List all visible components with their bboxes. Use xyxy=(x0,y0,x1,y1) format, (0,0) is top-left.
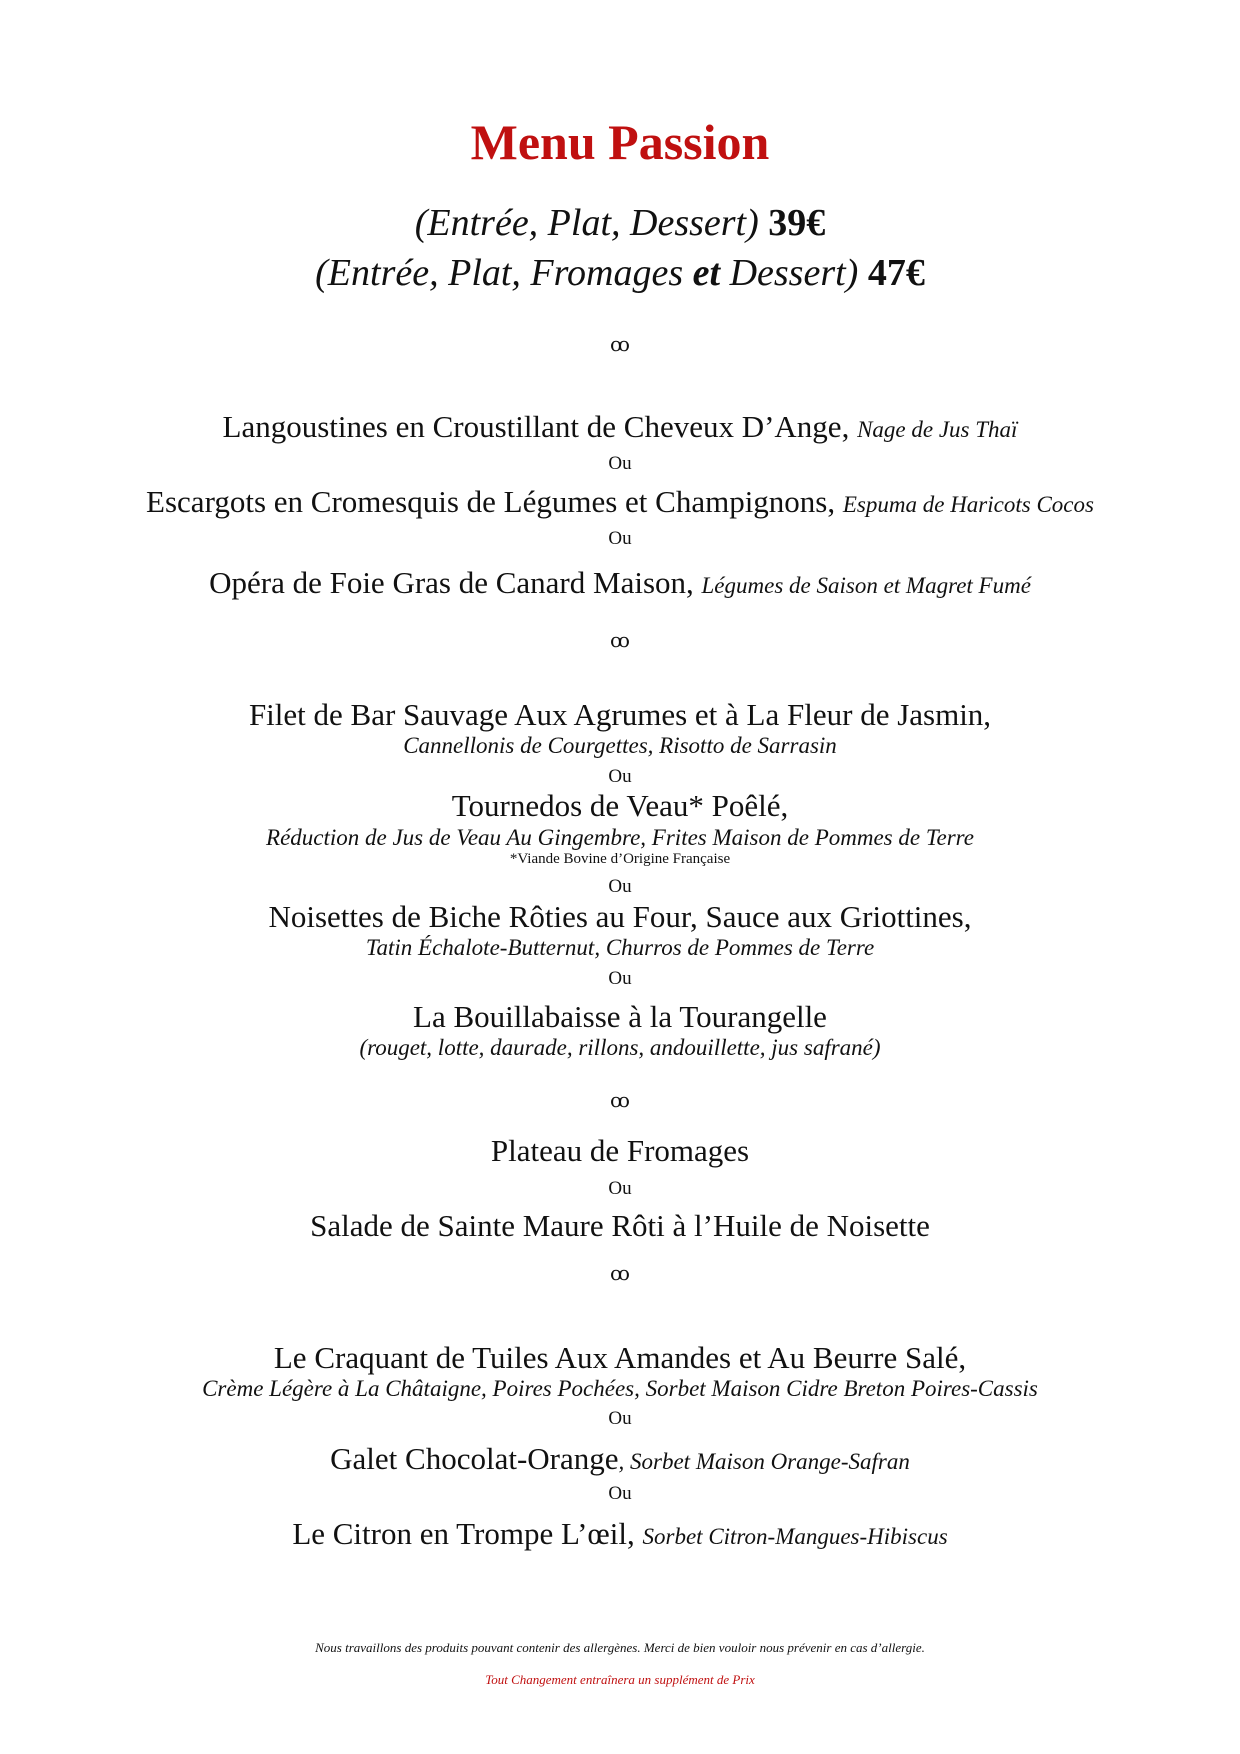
dish-detail: Tatin Échalote-Butternut, Churros de Pommes de Terre xyxy=(365,935,875,960)
formula-four-courses-price: 47€ xyxy=(867,252,925,294)
dish-name: Langoustines en Croustillant de Cheveux D’Ange, xyxy=(222,409,850,444)
origin-note: *Viande Bovine d’Origine Française xyxy=(509,851,731,867)
dish-detail: , Sorbet Maison Orange-Safran xyxy=(618,1449,910,1474)
fromage-item: Salade de Sainte Maure Rôti à l’Huile de Noisette xyxy=(310,1208,930,1243)
ornament-divider: ꝏ xyxy=(610,334,630,356)
dish-detail: Nage de Jus Thaï xyxy=(857,417,1018,442)
dish-name: Le Citron en Trompe L’œil, xyxy=(292,1516,635,1551)
or-separator: Ou xyxy=(608,453,632,474)
or-separator: Ou xyxy=(608,1483,632,1504)
plat-item: Filet de Bar Sauvage Aux Agrumes et à La Fleur de Jasmin, xyxy=(248,697,992,732)
allergen-notice: Nous travaillons des produits pouvant contenir des allergènes. Merci de bien vouloir nous prévenir en cas d’allergie. xyxy=(315,1640,925,1655)
entree-item xyxy=(0,486,1240,517)
plat-item: La Bouillabaisse à la Tourangelle xyxy=(413,999,827,1034)
dish-detail: Réduction de Jus de Veau Au Gingembre, Frites Maison de Pommes de Terre xyxy=(266,825,974,850)
plat-item: Noisettes de Biche Rôties au Four, Sauce aux Griottines, xyxy=(268,899,972,934)
ornament-divider: ꝏ xyxy=(610,1263,630,1285)
formula-four-courses-label-a: (Entrée, Plat, Fromages xyxy=(315,252,693,294)
dish-detail: Crème Légère à La Châtaigne, Poires Pochées, Sorbet Maison Cidre Breton Poires-Cassis xyxy=(202,1376,1038,1401)
fromage-item: Plateau de Fromages xyxy=(490,1133,750,1168)
dish-name: Escargots en Cromesquis de Légumes et Champignons, xyxy=(146,484,836,519)
entree-item xyxy=(0,567,1240,598)
dish-detail: Cannellonis de Courgettes, Risotto de Sarrasin xyxy=(403,733,837,758)
dessert-item xyxy=(0,1443,1240,1474)
page-title: Menu Passion xyxy=(470,114,770,170)
dish-name: Opéra de Foie Gras de Canard Maison, xyxy=(209,565,694,600)
or-separator: Ou xyxy=(608,528,632,549)
formula-four-courses-label-c: Dessert) xyxy=(720,252,859,294)
or-separator: Ou xyxy=(608,968,632,989)
or-separator: Ou xyxy=(608,766,632,787)
ornament-divider: ꝏ xyxy=(610,1090,630,1112)
or-separator: Ou xyxy=(608,1408,632,1429)
dessert-item: Le Craquant de Tuiles Aux Amandes et Au Beurre Salé, xyxy=(273,1340,967,1375)
formula-four-courses xyxy=(0,254,1240,292)
dish-detail: Sorbet Citron-Mangues-Hibiscus xyxy=(642,1524,948,1549)
dish-name: Galet Chocolat-Orange xyxy=(330,1441,619,1476)
dish-detail: Espuma de Haricots Cocos xyxy=(842,492,1094,517)
dish-detail: (rouget, lotte, daurade, rillons, andouillette, jus safrané) xyxy=(359,1035,881,1060)
dish-detail: Légumes de Saison et Magret Fumé xyxy=(701,573,1031,598)
dessert-item xyxy=(0,1518,1240,1549)
or-separator: Ou xyxy=(608,1178,632,1199)
or-separator: Ou xyxy=(608,876,632,897)
formula-four-courses-label-b: et xyxy=(692,252,721,294)
formula-three-courses-label: (Entrée, Plat, Dessert) xyxy=(414,202,759,244)
formula-three-courses xyxy=(0,204,1240,242)
entree-item xyxy=(0,411,1240,442)
ornament-divider: ꝏ xyxy=(610,630,630,652)
formula-three-courses-price: 39€ xyxy=(768,202,826,244)
supplement-notice: Tout Changement entraînera un supplément de Prix xyxy=(485,1672,755,1687)
plat-item: Tournedos de Veau* Poêlé, xyxy=(451,788,789,823)
